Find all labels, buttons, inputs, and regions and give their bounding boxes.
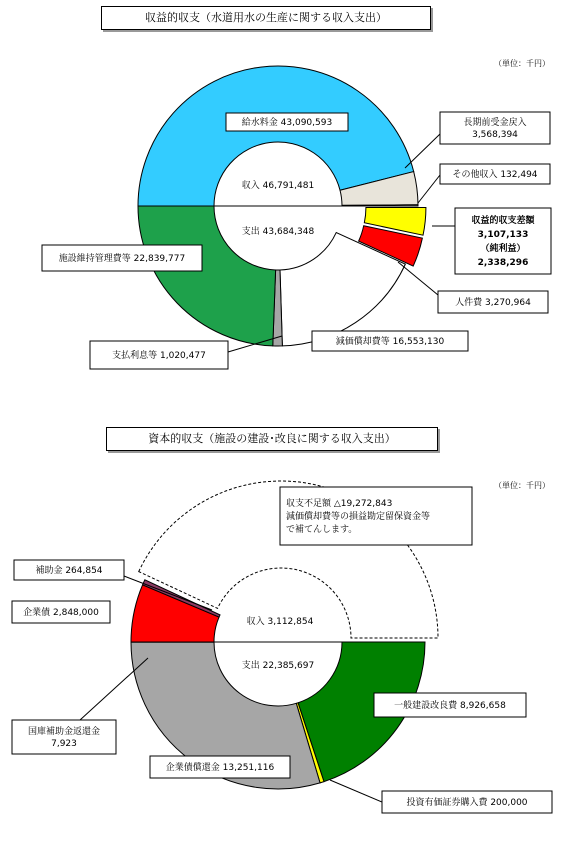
- label-surplus-line-1: 収益的収支差額: [471, 216, 535, 226]
- unit-label-revenue: （単位：千円）: [494, 59, 550, 68]
- income-total-label: 収入 46,791,481: [241, 181, 315, 191]
- label-corporate-bond: 企業債 2,848,000: [23, 608, 99, 618]
- label-shortfall-line-1: 収支不足額 △19,272,843: [286, 499, 393, 509]
- label-other-income: その他収入 132,494: [452, 170, 538, 180]
- label-subsidy: 補助金 264,854: [35, 566, 103, 576]
- income-slice-3: [342, 205, 418, 206]
- leader-subsidy-refund: [80, 658, 148, 720]
- label-personnel: 人件費 3,270,964: [455, 298, 531, 308]
- leader-personnel: [398, 262, 438, 295]
- label-bond-redemption: 企業債償還金 13,251,116: [165, 763, 275, 773]
- label-surplus-line-4: 2,338,296: [477, 258, 529, 268]
- expense-total-label: 支出 43,684,348: [241, 227, 315, 237]
- capital-donut-chart: [0, 420, 567, 840]
- unit-label-capital: （単位：千円）: [494, 481, 550, 490]
- label-shortfall-line-3: で補てんします。: [286, 525, 358, 535]
- chart-title-capital: 資本的収支（施設の建設･改良に関する収入支出）: [106, 427, 438, 451]
- leader-long-term-deferred: [405, 134, 440, 168]
- label-surplus-line-3: （純利益）: [480, 244, 526, 254]
- leader-other-income: [418, 175, 440, 203]
- label-subsidy-refund-line-2: 7,923: [51, 739, 77, 749]
- label-shortfall-line-2: 減価償却費等の損益勘定留保資金等: [286, 512, 431, 522]
- label-investment-securities: 投資有価証券購入費 200,000: [406, 798, 528, 808]
- revenue-donut-chart: [0, 0, 567, 400]
- label-long-term-deferred-line-1: 長期前受金戻入: [463, 118, 527, 128]
- label-general-construction: 一般建設改良費 8,926,658: [394, 701, 506, 711]
- label-long-term-deferred-line-2: 3,568,394: [472, 130, 518, 140]
- label-interest: 支払利息等 1,020,477: [112, 351, 206, 361]
- chart-title-revenue: 収益的収支（水道用水の生産に関する収入支出）: [101, 6, 431, 30]
- income-total-label: 収入 3,112,854: [246, 617, 314, 627]
- label-water-fee: 給水料金 43,090,593: [241, 118, 333, 128]
- leader-investment-securities: [330, 780, 382, 802]
- expense-total-label: 支出 22,385,697: [241, 661, 315, 671]
- label-facility-maintenance: 施設維持管理費等 22,839,777: [58, 254, 186, 264]
- label-subsidy-refund-line-1: 国庫補助金返還金: [27, 727, 101, 737]
- label-depreciation: 減価償却費等 16,553,130: [335, 337, 445, 347]
- label-surplus-line-2: 3,107,133: [477, 230, 529, 240]
